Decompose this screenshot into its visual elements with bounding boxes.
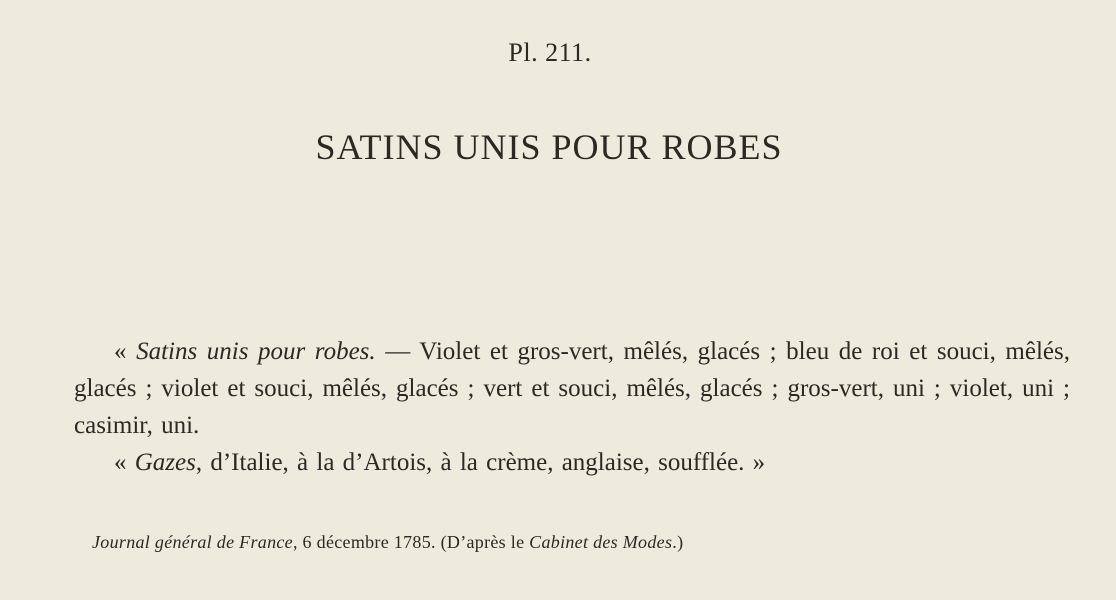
plate-number: Pl. 211. bbox=[508, 38, 592, 67]
page-title: SATINS UNIS POUR ROBES bbox=[315, 127, 783, 167]
citation-cabinet: Cabinet des Modes bbox=[529, 532, 673, 552]
citation-source: Journal général de France bbox=[92, 532, 293, 552]
lead-term-gazes: Gazes bbox=[134, 449, 196, 476]
citation-close: .) bbox=[672, 532, 684, 552]
quote-open: « bbox=[114, 449, 135, 476]
paragraph-satins-text: — Violet et gros-vert, mêlés, glacés ; bleu de roi et souci, mêlés, glacés ; violet et souci, mêlés, glacés ; vert et souci, mêlés, glacés ; gros-vert, uni ; violet, uni ; casimir, uni. bbox=[74, 338, 1070, 439]
paragraph-satins bbox=[74, 333, 1070, 444]
paragraph-gazes bbox=[74, 444, 1070, 481]
quote-open: « bbox=[114, 338, 137, 365]
lead-term-satins: Satins unis pour robes. bbox=[136, 338, 376, 365]
source-citation bbox=[92, 532, 683, 553]
citation-date: , 6 décembre 1785. (D’après le bbox=[292, 532, 530, 552]
paragraph-gazes-text: , d’Italie, à la d’Artois, à la crème, anglaise, soufflée. » bbox=[195, 449, 766, 476]
body-text bbox=[74, 333, 1070, 481]
